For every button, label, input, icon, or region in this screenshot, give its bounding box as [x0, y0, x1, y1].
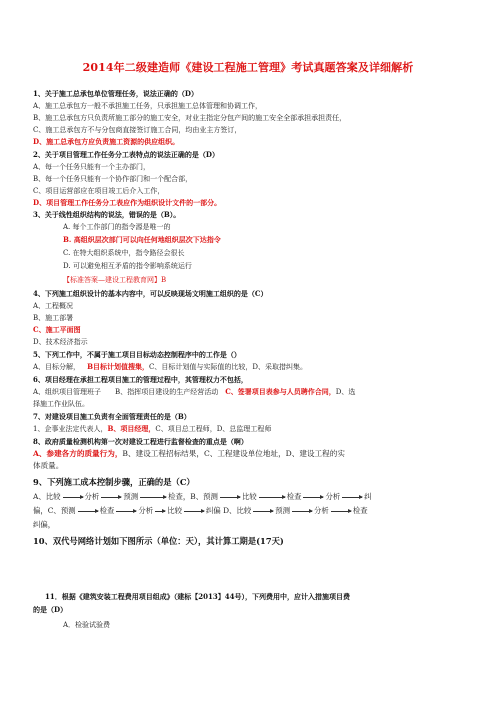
question-7-options: [33, 424, 271, 434]
question-8-option-bcd: B、建设工程招标结果，C、工程建设单位地址，D、建设工程的实: [122, 449, 345, 458]
question-2-stem: 2、关于项目管理工作任务分工表特点的说法正确的是（D）: [33, 150, 219, 159]
question-1-option-b: B、施工总承包方只负责所施工部分的施工安全，对业主指定分包产间的施工安全全部承担承担责任，: [33, 114, 347, 122]
question-7-stem: 7、对建设项目施工负责有全面管理责任的是（B）: [33, 412, 191, 421]
question-8-stem: 8、政府质量检测机构第一次对建设工程进行监督检查的重点是（啊）: [33, 437, 248, 446]
question-2-option-c: C、项目运营部应在项目竣工后介入工作，: [33, 187, 165, 195]
arrow-icon: [342, 497, 362, 498]
question-8-cont: 体质量。: [33, 461, 64, 470]
question-3-stem: 3、关于线性组织结构的说法，错误的是（B）。: [33, 210, 181, 219]
question-6-options: [33, 387, 355, 397]
question-8-option-a: A、参建各方的质量行为，: [33, 449, 123, 458]
question-4-option-b: B、施工部署: [33, 314, 74, 322]
question-11-option-a: A．检验试验费: [63, 621, 111, 629]
question-1-option-a: A、施工总承包方一般不承担施工任务，只承担施工总体管理和协调工作，: [33, 102, 263, 110]
page-title: 2014年二级建造师《建设工程施工管理》考试真题答案及详细解析: [82, 61, 414, 74]
arrow-icon: [63, 497, 83, 498]
question-10-stem: 10、双代号网络计划如下图所示（单位：天），其计算工期是(17天): [33, 536, 284, 546]
question-9-line-2: 偏，C、预测 检查 分析 比较 纠偏 D、比较 预测 分析 检查: [33, 506, 368, 515]
arrow-icon: [116, 511, 136, 512]
question-6-stem: 6、项目经理在承担工程项目施工的管理过程中，其管理权力不包括，: [33, 375, 248, 384]
arrow-icon: [253, 511, 273, 512]
question-4-option-a: A、工程概况: [33, 302, 74, 310]
question-5-options: [33, 362, 307, 372]
question-11-stem: 11．根据《建筑安装工程费用项目组成》（建标【2013】44号），下列费用中，应计入措施项目费: [45, 592, 350, 601]
question-5-option-a: A、目标分解，: [33, 363, 81, 371]
question-9-line-1: A、比较 分析 预测 检查，B、预测 比较 检查 分析 纠: [33, 492, 372, 501]
arrow-icon: [259, 497, 285, 498]
question-6-option-ab: A、组织项目管理班子 B、指挥项目建设的生产经营活动: [33, 388, 226, 396]
question-4-stem: 4、下列施工组织设计的基本内容中，可以反映现场文明施工组织的是（C）: [33, 289, 268, 298]
arrow-icon: [303, 497, 323, 498]
question-5-option-cd: C、目标计划值与实际值的比较，D、采取措纠集。: [148, 363, 307, 371]
question-5-option-b: B目标计划值搜集，: [87, 362, 149, 371]
question-2-option-d: D、项目管理工作任务分工表应作为组织设计文件的一部分。: [33, 198, 222, 207]
question-6-option-d: D、选: [335, 388, 356, 396]
question-3-option-d: D. 可以避免相互矛盾的指令影响系统运行: [63, 262, 192, 270]
arrow-icon: [220, 497, 240, 498]
answer-note: 【标准答案—建设工程教育网】B: [63, 276, 167, 284]
arrow-icon: [140, 497, 166, 498]
question-11-stem-cont: 的是（D）: [33, 605, 68, 614]
question-3-option-c: C. 在特大组织系统中，指令路径会很长: [63, 249, 185, 257]
question-6-option-c: C、签署项目表参与人员聘作合同，: [225, 387, 336, 396]
question-1-option-d: D、施工总承包方应负责施工资源的供应组织。: [33, 137, 180, 146]
question-8-options: [33, 449, 345, 459]
arrow-icon: [155, 511, 165, 512]
arrow-icon: [101, 497, 121, 498]
question-3-option-a: A. 每个工作部门的指令源是唯一的: [63, 223, 171, 231]
arrow-icon: [184, 511, 204, 512]
question-4-option-d: D、技术经济指示: [33, 338, 88, 346]
question-7-option-b: B、项目经理，: [107, 424, 156, 433]
arrow-icon: [331, 511, 351, 512]
question-9-line-3: 纠偏，: [33, 520, 56, 529]
question-5-stem: 5、下列工作中，不属于施工项目目标动态控制程序中的工作是（）: [33, 350, 241, 359]
question-7-option-a: 1、企事业法定代表人，: [33, 425, 108, 433]
question-1-option-c: C、施工总承包方不与分包商直接签订施工合同，均由业主方签订，: [33, 126, 242, 134]
question-2-option-b: B、每一个任务只能有一个协作部门和一个配合部，: [33, 175, 193, 183]
question-6-option-d-cont: 择施工作业队伍。: [33, 400, 89, 408]
question-4-option-c: C、施工平面图: [33, 325, 81, 334]
arrow-icon: [78, 511, 98, 512]
arrow-icon: [292, 511, 312, 512]
question-1-stem: 1、关于施工总承包单位管理任务，说法正确的（D）: [33, 89, 198, 98]
question-3-option-b: B. 高组织层次部门可以向任何地组织层次下达指令: [63, 235, 221, 244]
question-9-stem: 9、下列施工成本控制步骤，正确的是（C）: [33, 477, 195, 487]
question-7-option-cd: C、项目总工程师，D、总监理工程师: [155, 425, 272, 433]
question-2-option-a: A、每一个任务只能有一个主办部门，: [33, 163, 151, 171]
